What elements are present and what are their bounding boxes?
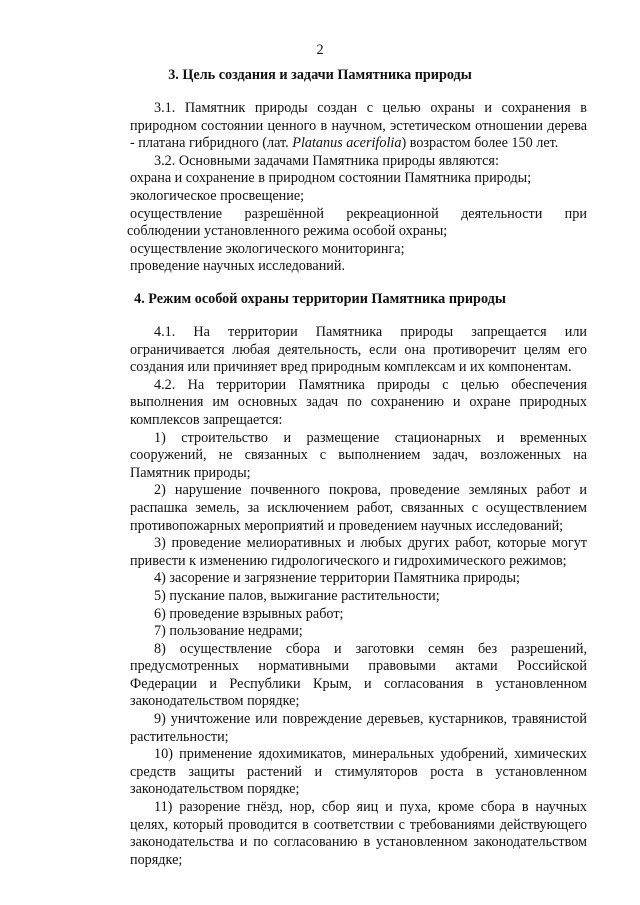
paragraph-3-1-text-b: ) возрастом более 150 лет. — [401, 135, 559, 152]
section-3-body — [127, 100, 587, 276]
list-item: 1) строительство и размещение стационарных и временных сооружений, не связанных с выполнением задач, возложенных на Памятник природы; — [130, 429, 587, 481]
task-item-continuation: соблюдении установленного режима особой охраны; — [127, 223, 448, 240]
list-item: 11) разорение гнёзд, нор, сбор яиц и пуха, кроме сбора в научных целях, который проводится в соответствии с требованиями действующего законодательства и по согласованию в установленном законодательством порядке; — [130, 799, 587, 868]
latin-name: Platanus acerifolia — [292, 135, 402, 152]
task-word: разрешённой — [244, 205, 324, 222]
section-3-heading: 3. Цель создания и задачи Памятника природы — [168, 67, 472, 83]
list-item: 9) уничтожение или повреждение деревьев, кустарников, травянистой растительности; — [130, 711, 587, 745]
task-item: экологическое просвещение; — [130, 187, 305, 204]
section-4-body — [130, 324, 587, 869]
task-word: осуществление — [130, 205, 223, 222]
paragraph-3-1 — [130, 100, 587, 153]
task-item-spaced — [130, 206, 587, 224]
task-item: охрана и сохранение в природном состоянии Памятника природы; — [130, 170, 532, 187]
list-item: 2) нарушение почвенного покрова, проведение земляных работ и распашка земель, за исключением работ, связанных с осуществлением противопожарных мероприятий и проведением научных исследований; — [130, 482, 587, 534]
task-word: при — [564, 205, 587, 222]
list-item: 10) применение ядохимикатов, минеральных удобрений, химических средств защиты растений и стимуляторов роста в установленном законодательством порядке; — [130, 746, 587, 798]
paragraph-4-1: 4.1. На территории Памятника природы запрещается или ограничивается любая деятельность, если она противоречит целям его создания или причиняет вред природным комплексам и их компонентам. — [130, 324, 587, 376]
list-item: 6) проведение взрывных работ; — [154, 605, 344, 622]
list-item: 4) засорение и загрязнение территории Памятника природы; — [154, 570, 520, 587]
list-item: 5) пускание палов, выжигание растительности; — [154, 587, 440, 604]
task-word: деятельности — [461, 205, 543, 222]
list-item: 7) пользование недрами; — [154, 623, 303, 640]
list-item: 3) проведение мелиоративных и любых других работ, которые могут привести к изменению гидрологического и гидрохимического режимов; — [130, 535, 587, 569]
page-number: 2 — [316, 42, 324, 58]
paragraph-3-1-text-a: 3.1. Памятник природы создан с целью охраны и сохранения в природном состоянии ценного в научном, эстетическом отношении дерева - платана гибридного (лат. — [130, 100, 587, 152]
task-word: рекреационной — [346, 205, 439, 222]
list-item: 8) осуществление сбора и заготовки семян без разрешений, предусмотренных нормативными правовыми актами Российской Федерации и Республики Крым, и согласования в установленном законодательством порядке; — [130, 640, 587, 710]
task-item: осуществление экологического мониторинга; — [130, 240, 405, 257]
paragraph-3-2: 3.2. Основными задачами Памятника природы являются: — [154, 152, 499, 169]
section-4-heading: 4. Режим особой охраны территории Памятника природы — [134, 291, 506, 307]
task-item: проведение научных исследований. — [130, 258, 346, 275]
paragraph-4-2: 4.2. На территории Памятника природы с целью обеспечения выполнения им основных задач по сохранению и охране природных комплексов запрещается: — [130, 376, 587, 428]
